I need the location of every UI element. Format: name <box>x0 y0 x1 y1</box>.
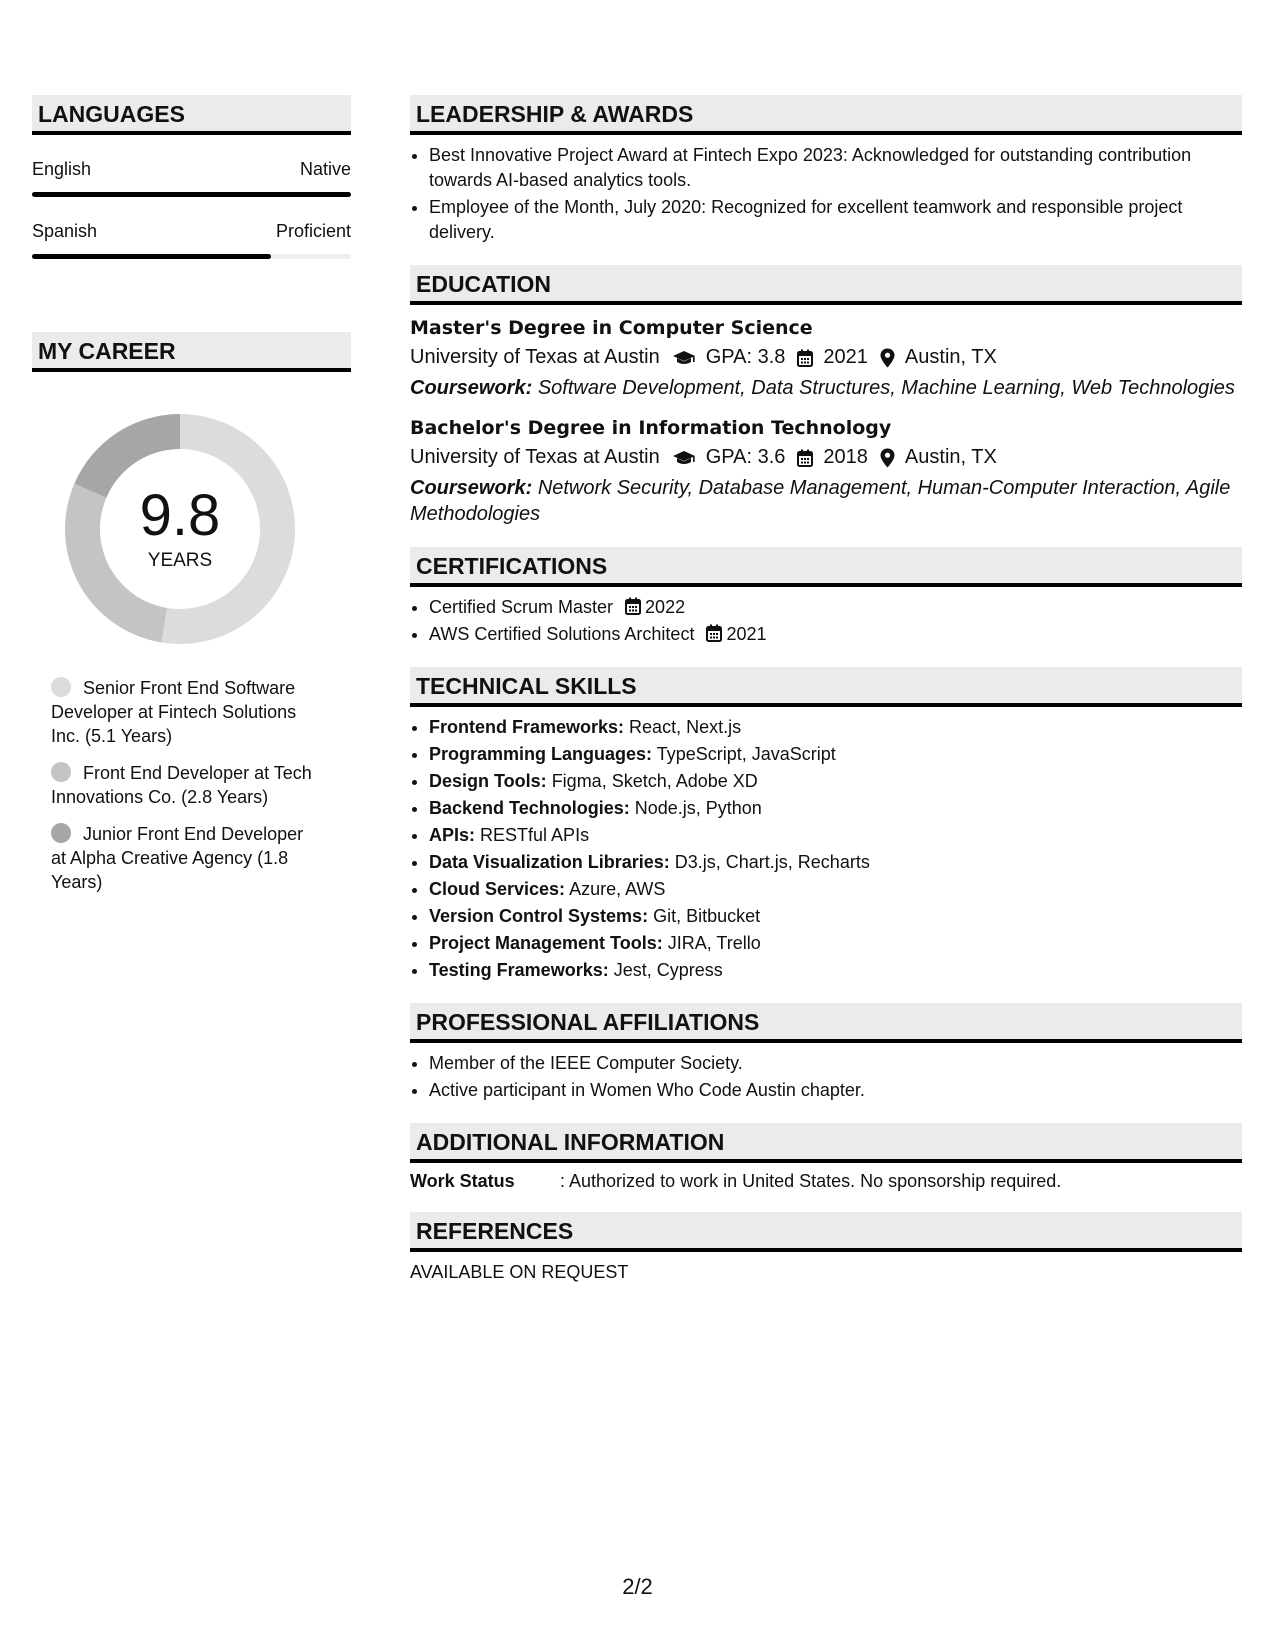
additional-section <box>410 1123 1242 1192</box>
skill-item <box>429 931 1242 956</box>
coursework-label: Coursework: <box>410 477 533 499</box>
skill-value: D3.js, Chart.js, Recharts <box>674 852 870 872</box>
certification-year: 2022 <box>645 597 686 617</box>
skill-label: Version Control Systems: <box>429 906 649 926</box>
skill-label: Programming Languages: <box>429 744 653 764</box>
legend-dot-icon <box>51 823 71 843</box>
work-status-value: : Authorized to work in United States. No sponsorship required. <box>560 1171 1062 1191</box>
skill-value: Node.js, Python <box>634 798 762 818</box>
certification-year: 2021 <box>726 624 767 644</box>
career-donut-chart <box>65 414 295 644</box>
skill-label: APIs: <box>429 825 476 845</box>
gpa: GPA: 3.8 <box>705 346 786 368</box>
coursework <box>410 375 1242 401</box>
language-name: English <box>32 159 92 179</box>
location: Austin, TX <box>904 446 997 468</box>
career-total-unit: YEARS <box>147 550 213 571</box>
skill-value: RESTful APIs <box>480 825 590 845</box>
career-total-years: 9.8 <box>139 483 221 548</box>
languages-heading: LANGUAGES <box>32 95 351 135</box>
education-heading: EDUCATION <box>410 265 1242 305</box>
calendar-icon <box>625 597 641 615</box>
left-column <box>32 95 351 907</box>
certification-item <box>429 595 1242 620</box>
skill-item <box>429 769 1242 794</box>
skill-label: Backend Technologies: <box>429 798 630 818</box>
location: Austin, TX <box>904 346 997 368</box>
career-legend-item <box>51 676 321 748</box>
affiliations-section <box>410 1003 1242 1103</box>
graduation-cap-icon <box>672 350 696 366</box>
skill-item <box>429 958 1242 983</box>
skill-value: Azure, AWS <box>569 879 666 899</box>
career-legend-text: Senior Front End Software Developer at Fintech Solutions Inc. (5.1 Years) <box>51 678 297 746</box>
education-section <box>410 265 1242 527</box>
skill-label: Design Tools: <box>429 771 547 791</box>
language-proficiency-bar <box>32 254 351 259</box>
school-name: University of Texas at Austin <box>410 446 660 468</box>
degree-title: Master's Degree in Computer Science <box>410 317 813 339</box>
coursework-text: Software Development, Data Structures, Machine Learning, Web Technologies <box>537 377 1235 399</box>
calendar-icon <box>797 349 813 367</box>
certification-item <box>429 622 1242 647</box>
career-legend-item <box>51 761 321 809</box>
skills-list <box>410 715 1242 983</box>
map-pin-icon <box>880 348 895 368</box>
languages-list <box>32 159 351 259</box>
leadership-list <box>410 143 1242 245</box>
certification-name: AWS Certified Solutions Architect <box>429 624 695 644</box>
references-section <box>410 1212 1242 1283</box>
award-item: • Best Innovative Project Award at Fintech Expo 2023: Acknowledged for outstanding contribution towards AI-based analytics tools. <box>429 143 1242 193</box>
certifications-heading: CERTIFICATIONS <box>410 547 1242 587</box>
skill-item <box>429 850 1242 875</box>
language-level: Proficient <box>275 221 351 241</box>
additional-heading: ADDITIONAL INFORMATION <box>410 1123 1242 1163</box>
career-legend-item <box>51 822 321 894</box>
coursework <box>410 475 1242 527</box>
career-legend-text: Junior Front End Developer at Alpha Creative Agency (1.8 Years) <box>51 824 304 892</box>
education-meta <box>410 446 1242 469</box>
skill-value: TypeScript, JavaScript <box>656 744 836 764</box>
language-proficiency-fill <box>32 192 351 197</box>
career-legend-text: Front End Developer at Tech Innovations Co. (2.8 Years) <box>51 763 312 807</box>
certifications-list <box>410 595 1242 647</box>
education-entry <box>410 317 1242 401</box>
affiliations-heading: PROFESSIONAL AFFILIATIONS <box>410 1003 1242 1043</box>
education-list <box>410 317 1242 527</box>
work-status-label: Work Status <box>410 1171 515 1191</box>
skill-label: Frontend Frameworks: <box>429 717 625 737</box>
work-status-row <box>410 1171 1242 1192</box>
skill-value: Jest, Cypress <box>613 960 723 980</box>
references-text: AVAILABLE ON REQUEST <box>410 1262 629 1282</box>
calendar-icon <box>706 624 722 642</box>
skill-value: React, Next.js <box>629 717 742 737</box>
language-name: Spanish <box>32 221 98 241</box>
skill-item <box>429 904 1242 929</box>
skill-label: Project Management Tools: <box>429 933 663 953</box>
graduation-year: 2018 <box>823 446 868 468</box>
certification-name: Certified Scrum Master <box>429 597 614 617</box>
graduation-cap-icon <box>672 450 696 466</box>
skill-item <box>429 796 1242 821</box>
language-proficiency-bar <box>32 192 351 197</box>
skill-item <box>429 715 1242 740</box>
skill-item <box>429 742 1242 767</box>
skill-item <box>429 877 1242 902</box>
map-pin-icon <box>880 448 895 468</box>
legend-dot-icon <box>51 762 71 782</box>
skill-label: Data Visualization Libraries: <box>429 852 670 872</box>
skill-label: Cloud Services: <box>429 879 566 899</box>
affiliation-item: • Active participant in Women Who Code Austin chapter. <box>429 1078 1242 1103</box>
certifications-section <box>410 547 1242 647</box>
skills-section <box>410 667 1242 983</box>
career-heading: MY CAREER <box>32 332 351 372</box>
gpa: GPA: 3.6 <box>705 446 786 468</box>
career-legend <box>51 676 321 894</box>
education-meta <box>410 346 1242 369</box>
skills-heading: TECHNICAL SKILLS <box>410 667 1242 707</box>
degree-title: Bachelor's Degree in Information Technology <box>410 417 892 439</box>
coursework-text: Network Security, Database Management, Human-Computer Interaction, Agile Methodologies <box>410 477 1231 525</box>
language-level: Native <box>299 159 351 179</box>
language-row <box>32 159 351 180</box>
graduation-year: 2021 <box>823 346 868 368</box>
language-row <box>32 221 351 242</box>
affiliations-list <box>410 1051 1242 1103</box>
skill-item <box>429 823 1242 848</box>
calendar-icon <box>797 449 813 467</box>
award-item: • Employee of the Month, July 2020: Recognized for excellent teamwork and responsible project delivery. <box>429 195 1242 245</box>
leadership-section <box>410 95 1242 245</box>
page-number: 2/2 <box>622 1574 653 1599</box>
skill-value: Git, Bitbucket <box>653 906 761 926</box>
education-entry <box>410 417 1242 527</box>
skill-label: Testing Frameworks: <box>429 960 609 980</box>
leadership-heading: LEADERSHIP & AWARDS <box>410 95 1242 135</box>
right-column <box>410 95 1242 1283</box>
school-name: University of Texas at Austin <box>410 346 660 368</box>
coursework-label: Coursework: <box>410 377 533 399</box>
language-proficiency-fill <box>32 254 271 259</box>
affiliation-item: • Member of the IEEE Computer Society. <box>429 1051 1242 1076</box>
skill-value: JIRA, Trello <box>667 933 761 953</box>
legend-dot-icon <box>51 677 71 697</box>
references-heading: REFERENCES <box>410 1212 1242 1252</box>
donut-center <box>65 483 295 572</box>
skill-value: Figma, Sketch, Adobe XD <box>551 771 758 791</box>
